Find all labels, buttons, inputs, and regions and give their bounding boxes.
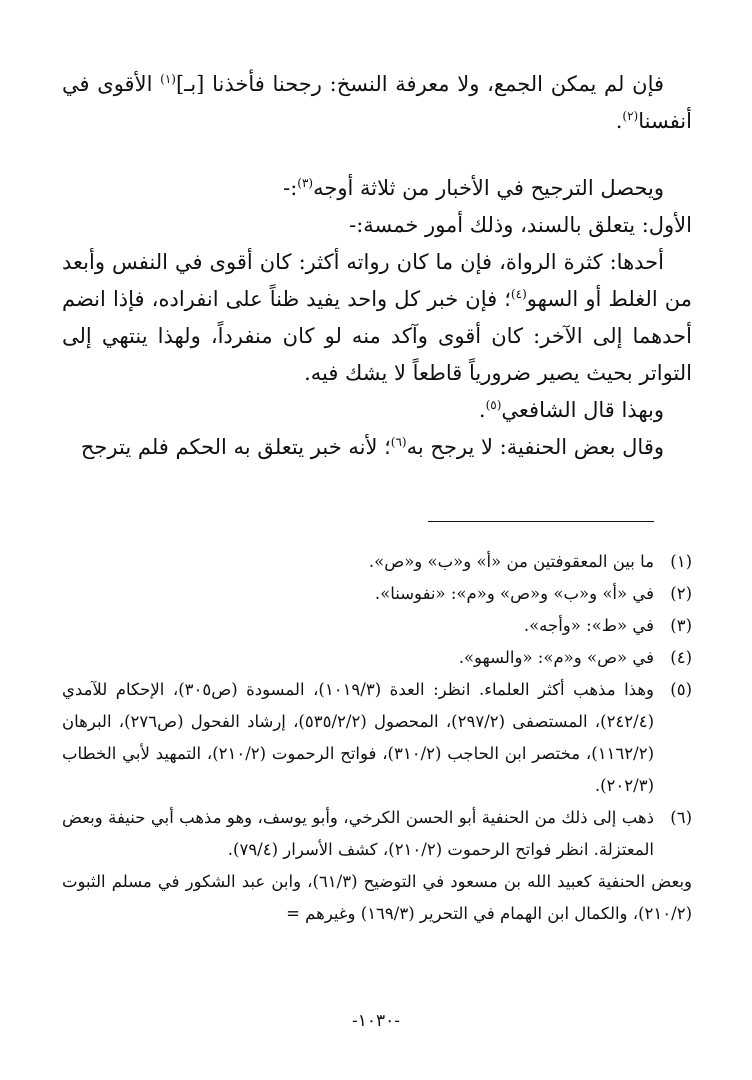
paragraph-6 (62, 429, 692, 466)
text-segment: وبهذا قال الشافعي (501, 398, 664, 422)
text-segment: . (478, 398, 486, 422)
paragraph-2 (62, 170, 692, 207)
footnote-number: (٤) (670, 648, 692, 667)
footnote-ref: (٣) (297, 176, 314, 190)
footnote-number: (١) (670, 552, 692, 571)
footnote-6 (62, 802, 692, 866)
footnote-2 (62, 578, 692, 610)
page-number: -١٠٣٠- (351, 1011, 401, 1031)
footnote-ref: (٦) (390, 435, 407, 449)
text-segment: ؛ فإن خبر كل واحد يفيد ظناً على انفراده، فإذا انضم أحدهما إلى الآخر: كان أقوى وآكد منه لو كان منفرداً، ولهذا ينتهي إلى التواتر بحيث يصير ضرورياً قاطعاً لا يشك فيه. (62, 287, 692, 385)
footnote-text: في «أ» و«ب» و«ص» و«م»: «نفوسنا». (374, 584, 654, 603)
footnote-5 (62, 674, 692, 802)
footnote-text: وهذا مذهب أكثر العلماء. انظر: العدة (١٠١٩/٣)، المسودة (ص٣٠٥)، الإحكام للآمدي (٢٤٢/٤)، المستصفى (٢٩٧/٢)، المحصول (٥٣٥/٢/٢)، إرشاد الفحول (ص٢٧٦)، البرهان (١١٦٢/٢)، مختصر ابن الحاجب (٣١٠/٢)، فواتح الرحموت (٢١٠/٢)، التمهيد لأبي الخطاب (٢٠٢/٣). (62, 680, 655, 795)
text-segment: الأقوى في أنفسنا (62, 72, 692, 133)
footnote-ref: (٢) (622, 109, 639, 123)
main-text (62, 66, 692, 466)
footnote-ref: (٤) (510, 287, 527, 301)
footnote-ref: (٥) (485, 398, 502, 412)
footnote-number: (٦) (670, 808, 692, 827)
footnote-number: (٢) (670, 584, 692, 603)
footnote-continuation: وبعض الحنفية كعبيد الله بن مسعود في التوضيح (٦١/٣)، وابن عبد الشكور في مسلم الثبوت (٢١٠/٢)، والكمال ابن الهمام في التحرير (١٦٩/٣) وغيرهم = (62, 872, 693, 923)
footnote-separator (428, 521, 654, 522)
footnote-ref: (١) (160, 72, 176, 86)
text-segment: :- (283, 176, 298, 200)
text-segment: وقال بعض الحنفية: لا يرجح به (406, 435, 664, 459)
footnote-text: في «ط»: «وأجه». (523, 616, 654, 635)
footnote-number: (٥) (670, 680, 692, 699)
paragraph-1 (62, 66, 692, 140)
footnote-4 (62, 642, 692, 674)
text-segment: أحدها: كثرة الرواة، فإن ما كان رواته أكثر: كان أقوى في النفس وأبعد من الغلط أو السهو (62, 250, 692, 311)
footnote-text: ذهب إلى ذلك من الحنفية أبو الحسن الكرخي، وأبو يوسف، وهو مذهب أبي حنيفة وبعض المعتزلة. انظر فواتح الرحموت (٢١٠/٢)، كشف الأسرار (٧٩/٤). (62, 808, 654, 859)
paragraph-5 (62, 392, 692, 429)
paragraph-4 (62, 244, 692, 392)
footnote-text: في «ص» و«م»: «والسهو». (458, 648, 654, 667)
footnotes (62, 546, 692, 930)
text-segment: فإن لم يمكن الجمع، ولا معرفة النسخ: رجحنا فأخذنا [بـ] (175, 72, 665, 96)
text-segment: ويحصل الترجيح في الأخبار من ثلاثة أوجه (313, 176, 664, 200)
footnote-number: (٣) (670, 616, 692, 635)
footnote-1 (62, 546, 692, 578)
footnote-3 (62, 610, 692, 642)
footnote-text: ما بين المعقوفتين من «أ» و«ب» و«ص». (368, 552, 654, 571)
paragraph-gap (62, 140, 692, 170)
text-segment: . (615, 109, 623, 133)
text-segment: ؛ لأنه خبر يتعلق به الحكم فلم يترجح (80, 435, 391, 459)
paragraph-3: الأول: يتعلق بالسند، وذلك أمور خمسة:- (349, 213, 692, 237)
